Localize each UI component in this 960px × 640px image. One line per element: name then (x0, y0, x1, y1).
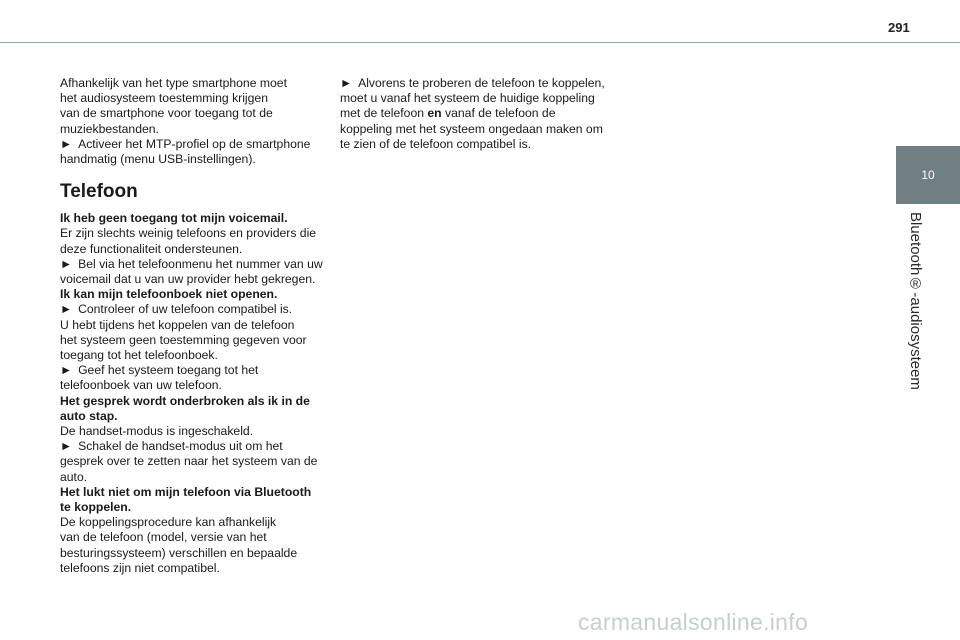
bullet-arrow-icon: ► (60, 302, 73, 317)
intro-line: van de smartphone voor toegang tot de (60, 106, 273, 121)
right-line: koppeling met het systeem ongedaan maken om (340, 121, 603, 136)
faq-answer: U hebt tijdens het koppelen van de telefoon (60, 317, 295, 332)
faq-bullet: ► Bel via het telefoonmenu het nummer van uw (60, 256, 323, 271)
right-bullet: ► Alvorens te proberen de telefoon te koppelen, (340, 76, 605, 90)
faq-question: Het gesprek wordt onderbroken als ik in de (60, 393, 310, 408)
page-number: 291 (888, 20, 910, 35)
intro-line: muziekbestanden. (60, 121, 159, 136)
faq-question: Ik kan mijn telefoonboek niet openen. (60, 287, 278, 302)
left-column (60, 76, 332, 576)
chapter-tab (896, 146, 960, 204)
bullet-arrow-icon: ► (60, 256, 73, 271)
faq-question: Het lukt niet om mijn telefoon via Bluetooth (60, 484, 312, 499)
faq-question: Ik heb geen toegang tot mijn voicemail. (60, 211, 288, 226)
faq-answer: toegang tot het telefoonboek. (60, 348, 218, 363)
faq-answer: het systeem geen toestemming gegeven voor (60, 332, 307, 347)
faq-question: auto stap. (60, 408, 118, 423)
faq-answer: besturingssysteem) verschillen en bepaalde (60, 545, 298, 560)
faq-answer: deze functionaliteit ondersteunen. (60, 241, 243, 256)
faq-question: te koppelen. (60, 500, 132, 515)
section-title: Telefoon (60, 181, 138, 203)
faq-bullet: ► Controleer of uw telefoon compatibel is. (60, 302, 293, 317)
faq-bullet-cont: telefoonboek van uw telefoon. (60, 378, 222, 393)
bullet-arrow-icon: ► (60, 439, 73, 454)
intro-line: het audiosysteem toestemming krijgen (60, 91, 268, 106)
emphasis-word: en (427, 106, 442, 121)
chapter-title: Bluetooth®-audiosysteem (907, 212, 924, 390)
bullet-arrow-icon: ► (60, 136, 73, 151)
bullet-arrow-icon: ► (60, 363, 73, 378)
intro-line: Afhankelijk van het type smartphone moet (60, 76, 287, 90)
faq-bullet-cont: gesprek over te zetten naar het systeem van de (60, 454, 318, 469)
right-line: moet u vanaf het systeem de huidige koppeling (340, 91, 595, 106)
faq-answer: telefoons zijn niet compatibel. (60, 560, 220, 575)
faq-answer: Er zijn slechts weinig telefoons en providers die (60, 226, 317, 241)
faq-answer: De koppelingsprocedure kan afhankelijk (60, 515, 277, 530)
right-column (340, 76, 615, 152)
right-line: te zien of de telefoon compatibel is. (340, 136, 532, 151)
faq-bullet-cont: voicemail dat u van uw provider hebt gekregen. (60, 272, 316, 287)
bullet-arrow-icon: ► (340, 76, 353, 90)
header-rule (0, 42, 960, 43)
watermark: carmanualsonline.info (578, 609, 809, 635)
faq-bullet-cont: auto. (60, 469, 88, 484)
faq-bullet: ► Schakel de handset-modus uit om het (60, 439, 283, 454)
intro-bullet: ► Activeer het MTP-profiel op de smartphone (60, 136, 311, 151)
faq-answer: De handset-modus is ingeschakeld. (60, 424, 254, 439)
intro-bullet-cont: handmatig (menu USB-instellingen). (60, 152, 256, 167)
faq-bullet: ► Geef het systeem toegang tot het (60, 363, 259, 378)
right-line: met de telefoon en vanaf de telefoon de (340, 106, 556, 121)
chapter-number: 10 (921, 168, 935, 182)
faq-answer: van de telefoon (model, versie van het (60, 530, 267, 545)
